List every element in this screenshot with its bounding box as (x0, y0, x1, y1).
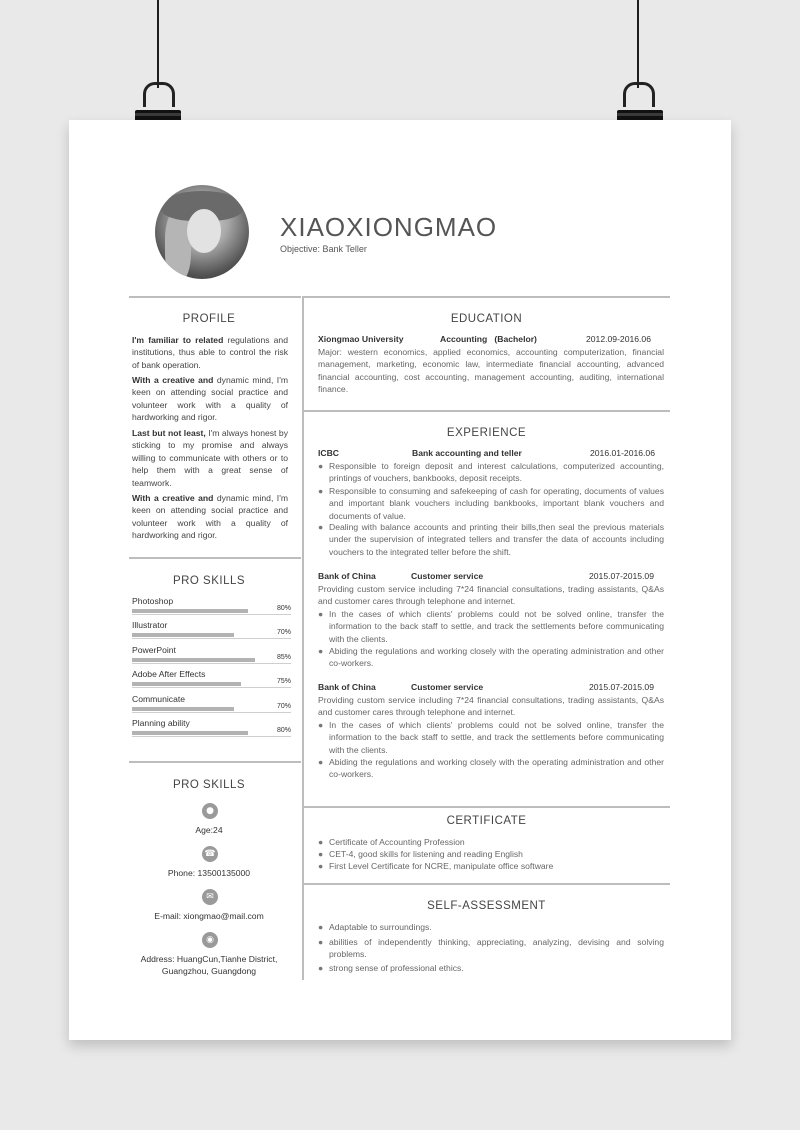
skill-percent: 80% (276, 605, 291, 612)
divider-education-experience (303, 410, 670, 412)
job-bullet: ● In the cases of which clients' problems could not be solved online, transfer the information to the back staff to settle, and track the settlements before communicating with the clients. (318, 609, 664, 644)
binder-clip-handle-right (623, 82, 655, 107)
location-icon: ◉ (202, 932, 218, 948)
resume-page (69, 120, 731, 1040)
job-bullet: ● Abiding the regulations and working closely with the operating administration and other co-workers. (318, 757, 664, 780)
skill-communicate (132, 694, 291, 718)
job-dates: 2015.07-2015.09 (589, 571, 654, 581)
experience-title: EXPERIENCE (446, 427, 527, 439)
self-assessment-title: SELF-ASSESSMENT (427, 900, 546, 912)
skill-percent: 70% (276, 629, 291, 636)
skill-photoshop (132, 596, 291, 620)
job-summary: Providing custom service including 7*24 financial consultations, trading assistants, Q&As and customer cares through telephone and internet. (318, 584, 664, 607)
profile-paragraph: Last but not least, I'm always honest by sticking to my promise and always willing to communicate with others or to help them with a great sense of teamwork. (132, 428, 288, 488)
profile-paragraph: With a creative and dynamic mind, I'm keen on attending social practice and volunteer work with a quality of hardworking and rigor. (132, 493, 288, 541)
certificate-item: ● CET-4, good skills for listening and reading English (318, 849, 523, 859)
education-details: Major: western economics, applied economics, accounting computerization, financial management, marketing, economic law, intermediate financial accounting, advanced financial accounting, cost accounting, management accounting, auditing, international finance. (318, 347, 664, 395)
hanging-string-left (157, 0, 159, 88)
self-assessment-item: ● strong sense of professional ethics. (318, 963, 464, 973)
job-position: Customer service (411, 571, 484, 581)
education-title: EDUCATION (450, 313, 523, 325)
job-bullet: ● Abiding the regulations and working closely with the operating administration and other co-workers. (318, 646, 664, 669)
divider-certificate-self (303, 883, 670, 885)
skill-name: Photoshop (132, 596, 174, 606)
person-icon: ● (202, 803, 218, 819)
objective: Objective: Bank Teller (280, 244, 367, 254)
contact-title: PRO SKILLS (172, 779, 246, 791)
self-assessment-item: ● Adaptable to surroundings. (318, 922, 432, 932)
skill-percent: 70% (276, 703, 291, 710)
profile-title: PROFILE (182, 313, 236, 325)
skill-percent: 75% (276, 678, 291, 685)
divider-experience-certificate (303, 806, 670, 808)
hanging-string-right (637, 0, 639, 88)
job-dates: 2015.07-2015.09 (589, 682, 654, 692)
skill-bar-fill (132, 658, 255, 662)
skills-title: PRO SKILLS (172, 575, 246, 587)
skill-percent: 85% (276, 654, 291, 661)
certificate-title: CERTIFICATE (446, 815, 527, 827)
profile-photo (155, 185, 249, 279)
job-position: Customer service (411, 682, 484, 692)
email: E-mail: xiongmao@mail.com (154, 911, 264, 921)
binder-clip-handle-left (143, 82, 175, 107)
profile-paragraph: I'm familiar to related regulations and institutions, thus able to control the risk of bank operation. (132, 335, 288, 370)
skill-name: Adobe After Effects (132, 669, 206, 679)
education-dates: 2012.09-2016.06 (586, 334, 651, 344)
job-position: Bank accounting and teller (412, 448, 522, 458)
certificate-item: ● First Level Certificate for NCRE, manipulate office software (318, 861, 554, 871)
skill-bar-fill (132, 633, 234, 637)
self-assessment-item: ● abilities of independently thinking, appreciating, analyzing, devising and solving problems. (318, 937, 664, 960)
candidate-name: XIAOXIONGMAO (280, 212, 498, 242)
education-school: Xiongmao University (318, 334, 404, 344)
skill-name: Communicate (132, 694, 186, 704)
divider-profile-skills (129, 557, 301, 559)
phone-icon: ☎ (202, 846, 218, 862)
job-bullet: ● Dealing with balance accounts and printing their bills,then seal the previous materials under the supervision of integrated tellers and transfer the data of accounts including vouchers to the integrated teller before the shift. (318, 522, 664, 557)
skill-illustrator (132, 620, 291, 644)
skill-bar-fill (132, 682, 241, 686)
job-company: ICBC (318, 448, 340, 458)
skill-after-effects (132, 669, 291, 693)
skill-name: Illustrator (132, 620, 168, 630)
skill-bar-fill (132, 707, 234, 711)
skill-percent: 80% (276, 727, 291, 734)
mail-icon: ✉ (202, 889, 218, 905)
certificate-item: ● Certificate of Accounting Profession (318, 837, 465, 847)
job-company: Bank of China (318, 571, 376, 581)
job-bullet: ● Responsible to consuming and safekeeping of cash for operating, documents of values and important blank vouchers including bankbooks, important blank vouchers and documents of value. (318, 486, 664, 521)
address: Address: HuangCun,Tianhe District, Guangzhou, Guangdong (140, 954, 278, 976)
divider-top-left (129, 296, 301, 298)
education-degree: Accounting (Bachelor) (440, 334, 537, 344)
skill-name: PowerPoint (132, 645, 176, 655)
job-dates: 2016.01-2016.06 (590, 448, 655, 458)
skill-powerpoint (132, 645, 291, 669)
job-company: Bank of China (318, 682, 376, 692)
divider-skills-contact (129, 761, 301, 763)
job-bullet: ● Responsible to foreign deposit and interest calculations, computerized accounting, printings of vouchers, bankbooks, deposit receipts. (318, 461, 664, 484)
divider-top-right (303, 296, 670, 298)
profile-paragraph: With a creative and dynamic mind, I'm keen on attending social practice and volunteer work with a quality of hardworking and rigor. (132, 375, 288, 423)
skill-name: Planning ability (132, 718, 190, 728)
job-bullet: ● In the cases of which clients' problems could not be solved online, transfer the information to the back staff to settle, and track the settlements before communicating with the clients. (318, 720, 664, 755)
age: Age:24 (195, 825, 223, 835)
skill-bar-fill (132, 731, 248, 735)
job-summary: Providing custom service including 7*24 financial consultations, trading assistants, Q&As and customer cares through telephone and internet. (318, 695, 664, 718)
skill-planning (132, 718, 291, 742)
phone: Phone: 13500135000 (167, 868, 251, 878)
skill-bar-fill (132, 609, 248, 613)
column-divider (302, 296, 304, 980)
